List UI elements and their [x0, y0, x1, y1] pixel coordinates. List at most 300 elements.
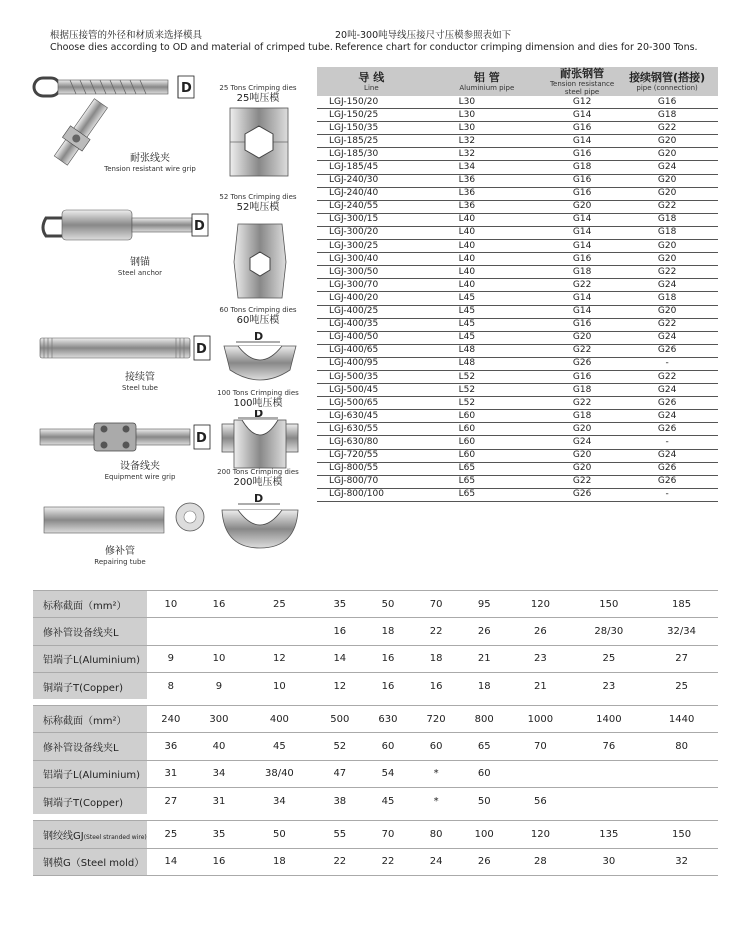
- dimension-d-label: D: [196, 431, 207, 446]
- tension-steel-pipe-cell: G16: [548, 122, 616, 135]
- row-label: 修补管设备线夹L: [33, 733, 147, 760]
- size-table-row: [33, 672, 718, 699]
- line-cell: LGJ-240/55: [317, 200, 426, 213]
- steel-tube-illustration: [36, 330, 216, 370]
- size-table-row: [33, 618, 718, 645]
- connection-pipe-cell: -: [616, 436, 718, 449]
- value-cell: 18: [364, 618, 412, 645]
- value-cell: 630: [364, 706, 412, 733]
- aluminium-pipe-cell: L65: [426, 475, 548, 488]
- connection-pipe-cell: G20: [616, 174, 718, 187]
- aluminium-pipe-cell: L65: [426, 488, 548, 501]
- ref-table-row: [317, 96, 718, 109]
- value-cell: 120: [508, 821, 572, 848]
- row-label: 钢绞线GJ(Steel stranded wire): [33, 821, 147, 848]
- dimension-d-label: D: [194, 219, 205, 234]
- value-cell: 28/30: [572, 618, 645, 645]
- aluminium-pipe-cell: L52: [426, 384, 548, 397]
- connection-pipe-cell: G26: [616, 462, 718, 475]
- value-cell: 60: [460, 760, 508, 787]
- ref-table-row: [317, 410, 718, 423]
- connection-pipe-cell: G24: [616, 161, 718, 174]
- line-cell: LGJ-240/40: [317, 187, 426, 200]
- tension-steel-pipe-cell: G18: [548, 266, 616, 279]
- value-cell: 16: [195, 591, 243, 618]
- tension-steel-pipe-cell: G18: [548, 410, 616, 423]
- dimension-d-label: D: [254, 492, 264, 505]
- aluminium-pipe-cell: L45: [426, 292, 548, 305]
- value-cell: 22: [364, 848, 412, 875]
- value-cell: [572, 788, 645, 815]
- aluminium-pipe-cell: L40: [426, 279, 548, 292]
- value-cell: 70: [412, 591, 460, 618]
- row-label: 铝端子L(Aluminium): [33, 645, 147, 672]
- ref-table-row: [317, 318, 718, 331]
- tension-steel-pipe-cell: G22: [548, 279, 616, 292]
- connection-pipe-cell: G24: [616, 449, 718, 462]
- value-cell: 76: [572, 733, 645, 760]
- die-label-100t: 100 Tons Crimping dies 100吨压模: [217, 389, 299, 409]
- line-cell: LGJ-185/45: [317, 161, 426, 174]
- tension-steel-pipe-cell: G12: [548, 96, 616, 109]
- tension-steel-pipe-cell: G16: [548, 370, 616, 383]
- value-cell: 25: [243, 591, 316, 618]
- value-cell: 8: [147, 672, 195, 699]
- value-cell: 25: [572, 645, 645, 672]
- dimension-d-label: D: [254, 330, 264, 343]
- value-cell: 32/34: [645, 618, 718, 645]
- ref-table-row: [317, 161, 718, 174]
- ref-table-row: [317, 436, 718, 449]
- right-header: [335, 30, 698, 54]
- value-cell: 1000: [508, 706, 572, 733]
- value-cell: 150: [645, 821, 718, 848]
- value-cell: 28: [508, 848, 572, 875]
- dimension-d-label: D: [196, 342, 207, 357]
- value-cell: [645, 788, 718, 815]
- line-cell: LGJ-185/25: [317, 135, 426, 148]
- ref-table-row: [317, 462, 718, 475]
- value-cell: 24: [412, 848, 460, 875]
- ref-table-row: [317, 423, 718, 436]
- value-cell: 27: [147, 788, 195, 815]
- value-cell: 26: [508, 618, 572, 645]
- ref-table-row: [317, 174, 718, 187]
- steel-anchor-caption: 钢锚 Steel anchor: [117, 257, 163, 277]
- value-cell: 500: [316, 706, 364, 733]
- value-cell: 26: [460, 618, 508, 645]
- line-cell: LGJ-240/30: [317, 174, 426, 187]
- connection-pipe-cell: -: [616, 488, 718, 501]
- connection-pipe-cell: G24: [616, 410, 718, 423]
- size-table-row: [33, 591, 718, 618]
- row-label: 标称截面（mm²）: [33, 706, 147, 733]
- die-52t-icon: [230, 222, 290, 300]
- value-cell: 31: [147, 760, 195, 787]
- value-cell: 38/40: [243, 760, 316, 787]
- value-cell: [645, 760, 718, 787]
- line-cell: LGJ-630/80: [317, 436, 426, 449]
- aluminium-pipe-cell: L40: [426, 213, 548, 226]
- aluminium-pipe-cell: L36: [426, 200, 548, 213]
- line-cell: LGJ-400/20: [317, 292, 426, 305]
- line-cell: LGJ-300/50: [317, 266, 426, 279]
- value-cell: 16: [364, 672, 412, 699]
- line-cell: LGJ-300/15: [317, 213, 426, 226]
- tension-steel-pipe-cell: G26: [548, 357, 616, 370]
- steel-tube-caption: 接续管 Steel tube: [122, 372, 158, 392]
- value-cell: 21: [460, 645, 508, 672]
- header-aluminium-pipe: 铝 管 Aluminium pipe: [426, 67, 548, 96]
- value-cell: [147, 618, 195, 645]
- line-cell: LGJ-150/35: [317, 122, 426, 135]
- ref-table-row: [317, 397, 718, 410]
- connection-pipe-cell: G26: [616, 423, 718, 436]
- connection-pipe-cell: G20: [616, 135, 718, 148]
- crimping-reference-table: [317, 67, 718, 502]
- size-table-row: [33, 848, 718, 875]
- aluminium-pipe-cell: L48: [426, 357, 548, 370]
- value-cell: 54: [364, 760, 412, 787]
- aluminium-pipe-cell: L65: [426, 462, 548, 475]
- connection-pipe-cell: G26: [616, 475, 718, 488]
- ref-table-row: [317, 370, 718, 383]
- ref-table-row: [317, 279, 718, 292]
- right-header-en: Reference chart for conductor crimping dimension and dies for 20-300 Tons.: [335, 42, 698, 53]
- line-cell: LGJ-800/70: [317, 475, 426, 488]
- connection-pipe-cell: G24: [616, 384, 718, 397]
- value-cell: [572, 760, 645, 787]
- value-cell: 21: [508, 672, 572, 699]
- equipment-grip-caption: 设备线夹 Equipment wire grip: [104, 461, 176, 481]
- aluminium-pipe-cell: L32: [426, 135, 548, 148]
- value-cell: 16: [412, 672, 460, 699]
- aluminium-pipe-cell: L60: [426, 436, 548, 449]
- value-cell: 34: [195, 760, 243, 787]
- tension-steel-pipe-cell: G14: [548, 213, 616, 226]
- line-cell: LGJ-400/50: [317, 331, 426, 344]
- line-cell: LGJ-150/20: [317, 96, 426, 109]
- header-connection-pipe: 接续钢管(搭接) pipe (connection): [616, 67, 718, 96]
- tension-steel-pipe-cell: G26: [548, 488, 616, 501]
- ref-table-row: [317, 384, 718, 397]
- tension-steel-pipe-cell: G22: [548, 475, 616, 488]
- value-cell: 38: [316, 788, 364, 815]
- repairing-tube-caption: 修补管 Repairing tube: [94, 546, 146, 566]
- value-cell: 60: [364, 733, 412, 760]
- connection-pipe-cell: G20: [616, 187, 718, 200]
- ref-table-row: [317, 305, 718, 318]
- value-cell: 40: [195, 733, 243, 760]
- line-cell: LGJ-800/55: [317, 462, 426, 475]
- connection-pipe-cell: G16: [616, 96, 718, 109]
- line-cell: LGJ-300/25: [317, 240, 426, 253]
- value-cell: 52: [316, 733, 364, 760]
- line-cell: LGJ-400/65: [317, 344, 426, 357]
- tension-grip-caption: 耐张线夹 Tension resistant wire grip: [104, 153, 196, 173]
- line-cell: LGJ-500/35: [317, 370, 426, 383]
- row-label: 修补管设备线夹L: [33, 618, 147, 645]
- line-cell: LGJ-500/45: [317, 384, 426, 397]
- aluminium-pipe-cell: L60: [426, 449, 548, 462]
- value-cell: 9: [147, 645, 195, 672]
- left-header-en: Choose dies according to OD and material of crimped tube.: [50, 42, 333, 53]
- value-cell: 10: [195, 645, 243, 672]
- line-cell: LGJ-150/25: [317, 109, 426, 122]
- aluminium-pipe-cell: L60: [426, 423, 548, 436]
- aluminium-pipe-cell: L48: [426, 344, 548, 357]
- row-label: 铜端子T(Copper): [33, 672, 147, 699]
- tension-steel-pipe-cell: G18: [548, 161, 616, 174]
- size-table-row: [33, 788, 718, 815]
- tension-steel-pipe-cell: G22: [548, 344, 616, 357]
- value-cell: 1440: [645, 706, 718, 733]
- line-cell: LGJ-400/35: [317, 318, 426, 331]
- value-cell: 12: [316, 672, 364, 699]
- die-label-52t: 52 Tons Crimping dies 52吨压模: [219, 193, 297, 213]
- tension-steel-pipe-cell: G14: [548, 292, 616, 305]
- value-cell: 95: [460, 591, 508, 618]
- aluminium-pipe-cell: L40: [426, 240, 548, 253]
- tension-steel-pipe-cell: G14: [548, 240, 616, 253]
- row-label: 铝端子L(Aluminium): [33, 760, 147, 787]
- aluminium-pipe-cell: L40: [426, 253, 548, 266]
- connection-pipe-cell: -: [616, 357, 718, 370]
- value-cell: 10: [243, 672, 316, 699]
- value-cell: 12: [243, 645, 316, 672]
- value-cell: 70: [508, 733, 572, 760]
- value-cell: 18: [412, 645, 460, 672]
- value-cell: 10: [147, 591, 195, 618]
- ref-table-row: [317, 253, 718, 266]
- size-table-row: [33, 821, 718, 848]
- aluminium-pipe-cell: L45: [426, 331, 548, 344]
- connection-pipe-cell: G20: [616, 240, 718, 253]
- aluminium-pipe-cell: L45: [426, 305, 548, 318]
- ref-table-row: [317, 292, 718, 305]
- value-cell: 45: [243, 733, 316, 760]
- value-cell: 1400: [572, 706, 645, 733]
- connection-pipe-cell: G18: [616, 109, 718, 122]
- value-cell: 31: [195, 788, 243, 815]
- value-cell: 240: [147, 706, 195, 733]
- value-cell: 35: [316, 591, 364, 618]
- value-cell: 56: [508, 788, 572, 815]
- die-200t-icon: [218, 492, 302, 550]
- tension-steel-pipe-cell: G20: [548, 462, 616, 475]
- value-cell: 16: [316, 618, 364, 645]
- ref-table-row: [317, 200, 718, 213]
- value-cell: 135: [572, 821, 645, 848]
- line-cell: LGJ-300/70: [317, 279, 426, 292]
- connection-pipe-cell: G26: [616, 344, 718, 357]
- header-tension-steel-pipe: 耐张钢管 Tension resistance steel pipe: [549, 67, 615, 96]
- ref-table-row: [317, 109, 718, 122]
- value-cell: 26: [460, 848, 508, 875]
- aluminium-pipe-cell: L36: [426, 187, 548, 200]
- value-cell: 25: [645, 672, 718, 699]
- connection-pipe-cell: G20: [616, 253, 718, 266]
- value-cell: *: [412, 760, 460, 787]
- die-label-200t: 200 Tons Crimping dies 200吨压模: [217, 468, 299, 488]
- value-cell: 9: [195, 672, 243, 699]
- table-bottom-border: [33, 875, 718, 876]
- value-cell: 720: [412, 706, 460, 733]
- connection-pipe-cell: G20: [616, 148, 718, 161]
- value-cell: 55: [316, 821, 364, 848]
- aluminium-pipe-cell: L32: [426, 148, 548, 161]
- repairing-tube-illustration: [40, 497, 220, 547]
- value-cell: 35: [195, 821, 243, 848]
- connection-pipe-cell: G22: [616, 122, 718, 135]
- size-table-row: [33, 645, 718, 672]
- connection-pipe-cell: G22: [616, 266, 718, 279]
- tension-steel-pipe-cell: G20: [548, 200, 616, 213]
- ref-table-header: [317, 67, 718, 96]
- value-cell: 36: [147, 733, 195, 760]
- value-cell: 32: [645, 848, 718, 875]
- size-table: [33, 590, 718, 876]
- connection-pipe-cell: G18: [616, 292, 718, 305]
- connection-pipe-cell: G22: [616, 200, 718, 213]
- aluminium-pipe-cell: L60: [426, 410, 548, 423]
- aluminium-pipe-cell: L36: [426, 174, 548, 187]
- value-cell: 70: [364, 821, 412, 848]
- value-cell: *: [412, 788, 460, 815]
- line-cell: LGJ-185/30: [317, 148, 426, 161]
- tension-steel-pipe-cell: G24: [548, 436, 616, 449]
- value-cell: 47: [316, 760, 364, 787]
- connection-pipe-cell: G18: [616, 213, 718, 226]
- ref-table-row: [317, 148, 718, 161]
- value-cell: 65: [460, 733, 508, 760]
- value-cell: [508, 760, 572, 787]
- line-cell: LGJ-500/65: [317, 397, 426, 410]
- value-cell: 18: [460, 672, 508, 699]
- line-cell: LGJ-630/55: [317, 423, 426, 436]
- row-label: 钢模G（Steel mold）: [33, 848, 147, 875]
- line-cell: LGJ-300/20: [317, 226, 426, 239]
- tension-steel-pipe-cell: G20: [548, 449, 616, 462]
- line-cell: LGJ-400/25: [317, 305, 426, 318]
- ref-table-row: [317, 266, 718, 279]
- value-cell: 30: [572, 848, 645, 875]
- tension-steel-pipe-cell: G18: [548, 384, 616, 397]
- value-cell: 60: [412, 733, 460, 760]
- tension-steel-pipe-cell: G16: [548, 253, 616, 266]
- die-label-25t: 25 Tons Crimping dies 25吨压模: [219, 84, 297, 104]
- value-cell: 34: [243, 788, 316, 815]
- value-cell: 25: [147, 821, 195, 848]
- tension-steel-pipe-cell: G16: [548, 187, 616, 200]
- aluminium-pipe-cell: L45: [426, 318, 548, 331]
- dimension-d-label: D: [254, 410, 264, 420]
- value-cell: 800: [460, 706, 508, 733]
- ref-table-row: [317, 344, 718, 357]
- value-cell: 185: [645, 591, 718, 618]
- value-cell: 16: [364, 645, 412, 672]
- value-cell: 22: [316, 848, 364, 875]
- value-cell: 14: [147, 848, 195, 875]
- ref-table-row: [317, 449, 718, 462]
- row-label: 铜端子T(Copper): [33, 788, 147, 815]
- value-cell: 120: [508, 591, 572, 618]
- aluminium-pipe-cell: L40: [426, 266, 548, 279]
- value-cell: 100: [460, 821, 508, 848]
- die-label-60t: 60 Tons Crimping dies 60吨压模: [219, 306, 297, 326]
- line-cell: LGJ-300/40: [317, 253, 426, 266]
- value-cell: 23: [572, 672, 645, 699]
- line-cell: LGJ-400/95: [317, 357, 426, 370]
- ref-table-row: [317, 331, 718, 344]
- value-cell: [243, 618, 316, 645]
- size-table-row: [33, 706, 718, 733]
- line-cell: LGJ-630/45: [317, 410, 426, 423]
- die-60t-icon: [220, 330, 300, 386]
- connection-pipe-cell: G24: [616, 331, 718, 344]
- value-cell: 45: [364, 788, 412, 815]
- connection-pipe-cell: G18: [616, 226, 718, 239]
- tension-steel-pipe-cell: G14: [548, 226, 616, 239]
- ref-table-row: [317, 240, 718, 253]
- ref-table-row: [317, 135, 718, 148]
- aluminium-pipe-cell: L40: [426, 226, 548, 239]
- ref-table-row: [317, 226, 718, 239]
- value-cell: 300: [195, 706, 243, 733]
- tension-steel-pipe-cell: G16: [548, 174, 616, 187]
- equipment-grip-illustration: [36, 415, 216, 459]
- value-cell: 27: [645, 645, 718, 672]
- row-label: 标称截面（mm²）: [33, 591, 147, 618]
- connection-pipe-cell: G24: [616, 279, 718, 292]
- value-cell: 22: [412, 618, 460, 645]
- value-cell: 80: [412, 821, 460, 848]
- left-header: [50, 30, 333, 54]
- tension-steel-pipe-cell: G14: [548, 305, 616, 318]
- header-line: 导 线 Line: [317, 67, 426, 96]
- dimension-d-label: D: [181, 81, 192, 96]
- tension-steel-pipe-cell: G14: [548, 135, 616, 148]
- aluminium-pipe-cell: L34: [426, 161, 548, 174]
- die-25t-icon: [228, 106, 290, 178]
- aluminium-pipe-cell: L52: [426, 370, 548, 383]
- connection-pipe-cell: G22: [616, 370, 718, 383]
- tension-steel-pipe-cell: G22: [548, 397, 616, 410]
- tension-steel-pipe-cell: G20: [548, 423, 616, 436]
- aluminium-pipe-cell: L30: [426, 96, 548, 109]
- ref-table-row: [317, 187, 718, 200]
- value-cell: 14: [316, 645, 364, 672]
- size-table-row: [33, 760, 718, 787]
- ref-table-row: [317, 122, 718, 135]
- value-cell: 50: [243, 821, 316, 848]
- value-cell: 400: [243, 706, 316, 733]
- value-cell: 16: [195, 848, 243, 875]
- left-header-cn: 根据压接管的外径和材质来选择模具: [50, 30, 203, 41]
- connection-pipe-cell: G20: [616, 305, 718, 318]
- tension-steel-pipe-cell: G16: [548, 318, 616, 331]
- tension-steel-pipe-cell: G20: [548, 331, 616, 344]
- ref-table-row: [317, 488, 718, 501]
- aluminium-pipe-cell: L52: [426, 397, 548, 410]
- value-cell: 18: [243, 848, 316, 875]
- line-cell: LGJ-720/55: [317, 449, 426, 462]
- connection-pipe-cell: G26: [616, 397, 718, 410]
- steel-anchor-illustration: [36, 200, 216, 260]
- value-cell: [195, 618, 243, 645]
- value-cell: 80: [645, 733, 718, 760]
- aluminium-pipe-cell: L30: [426, 109, 548, 122]
